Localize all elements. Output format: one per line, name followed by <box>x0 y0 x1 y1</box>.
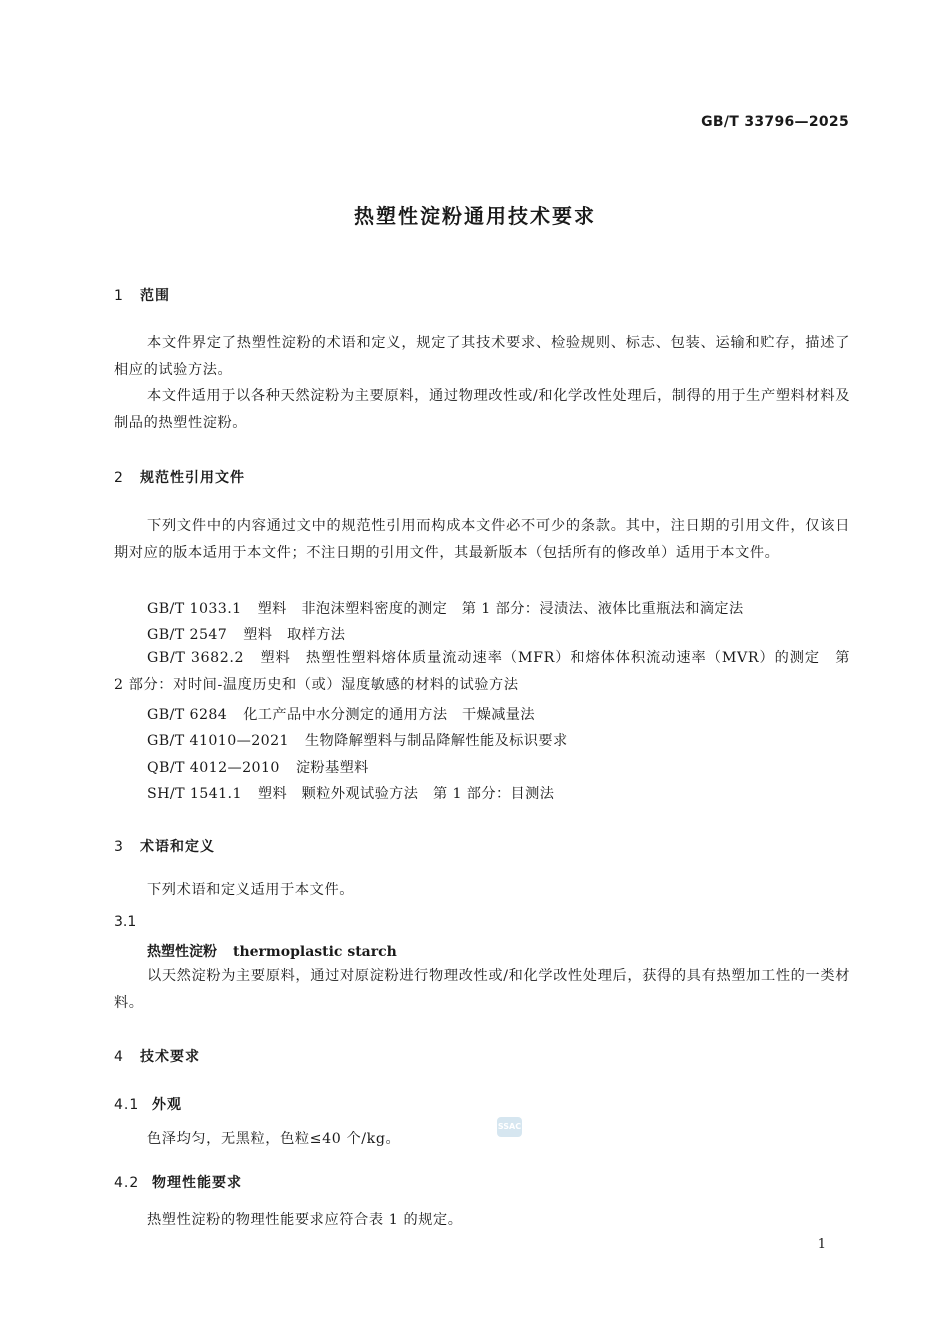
section-2-heading <box>114 467 245 487</box>
subsection-title: 外观 <box>152 1097 182 1113</box>
reference-title: 淀粉基塑料 <box>295 760 369 776</box>
section-number: 4 <box>114 1049 124 1065</box>
subsection-4-2-heading <box>114 1172 242 1192</box>
reference-code: GB/T 1033.1 <box>147 601 242 617</box>
reference-item <box>114 645 850 699</box>
scope-paragraph-2: 本文件适用于以各种天然淀粉为主要原料，通过物理改性或/和化学改性处理后，制得的用于生产塑料材料及制品的热塑性淀粉。 <box>114 388 850 431</box>
reference-code: QB/T 4012—2010 <box>147 760 280 776</box>
reference-code: GB/T 6284 <box>147 707 228 723</box>
term-chinese: 热塑性淀粉 <box>147 944 217 960</box>
terms-intro: 下列术语和定义适用于本文件。 <box>147 882 355 898</box>
subsection-4-1-heading <box>114 1094 182 1114</box>
reference-code: GB/T 2547 <box>147 627 228 643</box>
reference-code: GB/T 3682.2 <box>147 650 245 666</box>
reference-title: 塑料 热塑性塑料熔体质量流动速率（MFR）和熔体体积流动速率（MVR）的测定 第 2 部分：对时间-温度历史和（或）湿度敏感的材料的试验方法 <box>114 650 850 693</box>
section-title: 范围 <box>140 288 170 304</box>
document-number: GB/T 33796—2025 <box>701 114 849 130</box>
section-3-heading <box>114 836 215 856</box>
term-english: thermoplastic starch <box>233 944 397 960</box>
term-number: 3.1 <box>114 914 137 930</box>
reference-item <box>147 704 535 724</box>
reference-code: GB/T 41010—2021 <box>147 733 289 749</box>
reference-item <box>147 757 369 777</box>
section-number: 2 <box>114 470 124 486</box>
reference-title: 化工产品中水分测定的通用方法 干燥减量法 <box>243 707 535 723</box>
term-definition: 以天然淀粉为主要原料，通过对原淀粉进行物理改性或/和化学改性处理后，获得的具有热塑加工性的一类材料。 <box>114 968 850 1011</box>
ssac-watermark-logo: SSAC <box>497 1117 522 1137</box>
reference-item <box>147 624 345 644</box>
reference-title: 塑料 非泡沫塑料密度的测定 第 1 部分：浸渍法、液体比重瓶法和滴定法 <box>257 601 744 617</box>
section-number: 3 <box>114 839 124 855</box>
reference-title: 塑料 颗粒外观试验方法 第 1 部分：目测法 <box>257 786 555 802</box>
reference-title: 塑料 取样方法 <box>243 627 346 643</box>
reference-item <box>147 730 568 750</box>
subsection-title: 物理性能要求 <box>152 1175 242 1191</box>
term-entry <box>147 941 397 961</box>
normative-references-intro: 下列文件中的内容通过文中的规范性引用而构成本文件必不可少的条款。其中，注日期的引用文件，仅该日期对应的版本适用于本文件；不注日期的引用文件，其最新版本（包括所有的修改单）适用于本文件。 <box>114 518 850 561</box>
scope-paragraph-1: 本文件界定了热塑性淀粉的术语和定义，规定了其技术要求、检验规则、标志、包装、运输和贮存，描述了相应的试验方法。 <box>114 335 850 378</box>
section-title: 术语和定义 <box>140 839 215 855</box>
reference-code: SH/T 1541.1 <box>147 786 242 802</box>
physical-properties-text: 热塑性淀粉的物理性能要求应符合表 1 的规定。 <box>147 1212 463 1228</box>
subsection-number: 4.2 <box>114 1175 140 1191</box>
appearance-requirement: 色泽均匀，无黑粒，色粒≤40 个/kg。 <box>147 1131 401 1147</box>
section-title: 规范性引用文件 <box>140 470 245 486</box>
document-title: 热塑性淀粉通用技术要求 <box>354 204 596 228</box>
section-number: 1 <box>114 288 124 304</box>
section-1-heading <box>114 285 170 305</box>
section-title: 技术要求 <box>140 1049 200 1065</box>
page-number: 1 <box>817 1237 826 1252</box>
reference-title: 生物降解塑料与制品降解性能及标识要求 <box>304 733 568 749</box>
reference-item <box>147 783 554 803</box>
reference-item <box>147 598 744 618</box>
subsection-number: 4.1 <box>114 1097 140 1113</box>
section-4-heading <box>114 1046 200 1066</box>
